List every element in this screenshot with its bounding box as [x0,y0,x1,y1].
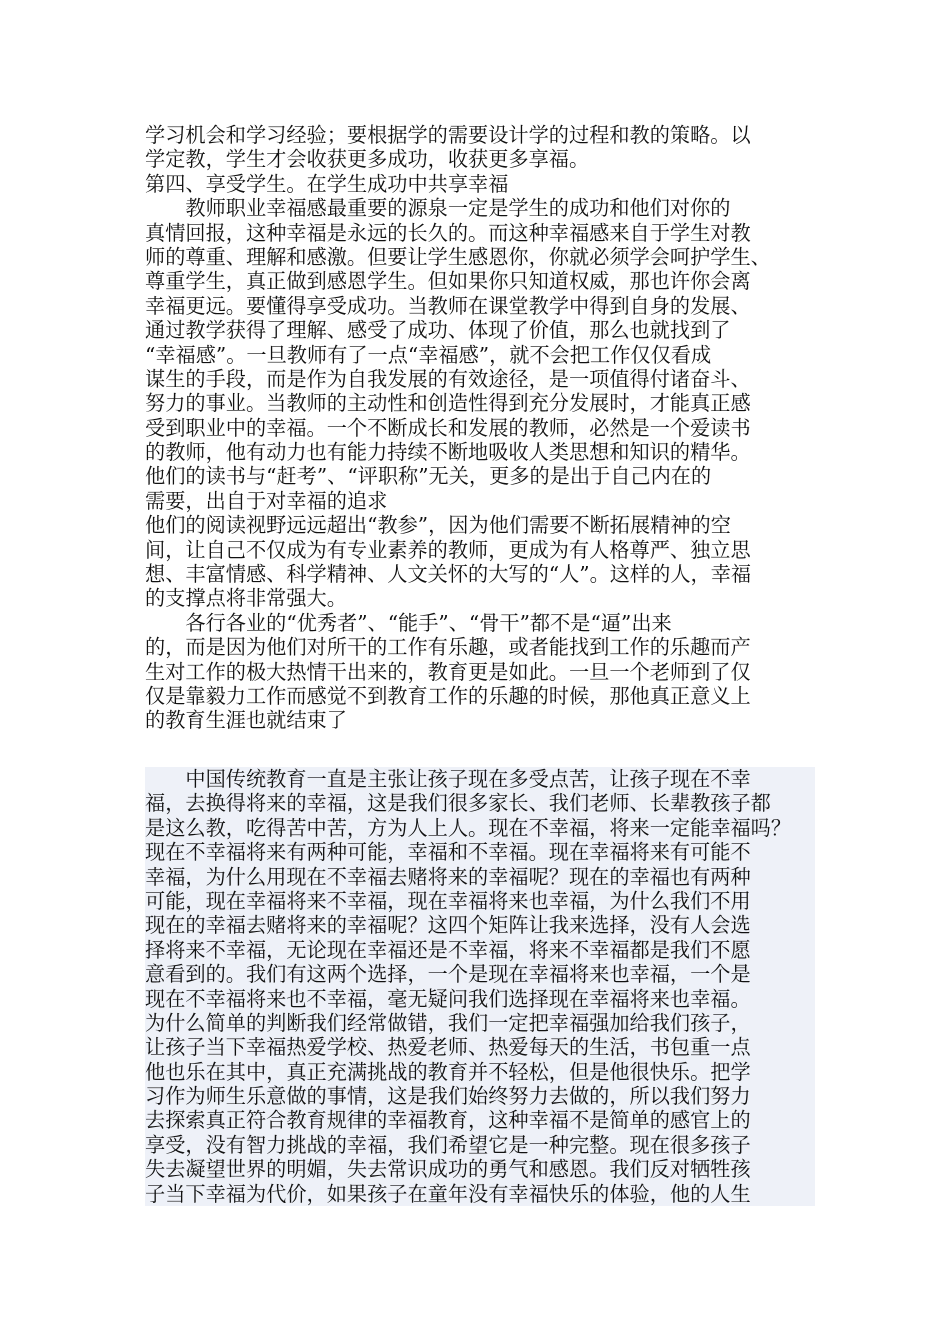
text-line: 教师职业幸福感最重要的源泉一定是学生的成功和他们对你的 [145,196,731,221]
text-line: 他们的读书与“赶考”、“评职称”无关，更多的是出于自己内在的 [145,464,712,489]
text-line: 想、丰富情感、科学精神、人文关怀的大写的“人”。这样的人，幸福 [145,562,752,587]
text-line: 幸福，为什么用现在不幸福去赌将来的幸福呢？现在的幸福也有两种 [145,865,815,889]
text-line: 真情回报，这种幸福是永远的长久的。而这种幸福感来自于学生对教 [145,220,751,245]
text-line: 他们的阅读视野远远超出“教参”，因为他们需要不断拓展精神的空 [145,513,731,538]
text-line: 的，而是因为他们对所干的工作有乐趣，或者能找到工作的乐趣而产 [145,635,751,660]
text-line: 现在不幸福将来有两种可能，幸福和不幸福。现在幸福将来有可能不 [145,840,815,864]
text-line: 学习机会和学习经验；要根据学的需要设计学的过程和教的策略。以 [145,123,751,147]
text-line: 的支撑点将非常强大。 [145,586,347,611]
text-line: 为什么简单的判断我们经常做错，我们一定把幸福强加给我们孩子， [145,1011,815,1035]
text-line: 让孩子当下幸福热爱学校、热爱老师、热爱每天的生活，书包重一点 [145,1035,815,1059]
text-line: 中国传统教育一直是主张让孩子现在多受点苦，让孩子现在不幸 [145,767,815,791]
text-line: 谋生的手段，而是作为自我发展的有效途径，是一项值得付诸奋斗、 [145,366,751,391]
text-line: 仅是靠毅力工作而感觉不到教育工作的乐趣的时候，那他真正意义上 [145,683,751,708]
text-line: 择将来不幸福，无论现在幸福还是不幸福，将来不幸福都是我们不愿 [145,938,815,962]
text-line: 的教师，他有动力也有能力持续不断地吸收人类思想和知识的精华。 [145,440,751,465]
text-line: 福，去换得将来的幸福，这是我们很多家长、我们老师、长辈教孩子都 [145,791,815,815]
text-line: 习作为师生乐意做的事情，这是我们始终努力去做的，所以我们努力 [145,1084,815,1108]
text-line: 意看到的。我们有这两个选择，一个是现在幸福将来也幸福，一个是 [145,962,815,986]
text-line: 去探索真正符合教育规律的幸福教育，这种幸福不是简单的感官上的 [145,1108,815,1132]
text-line: “幸福感”。一旦教师有了一点“幸福感”，就不会把工作仅仅看成 [145,342,712,367]
text-line: 是这么教，吃得苦中苦，方为人上人。现在不幸福，将来一定能幸福吗？ [145,816,815,840]
text-line: 子当下幸福为代价，如果孩子在童年没有幸福快乐的体验，他的人生 [145,1182,815,1206]
text-line: 他也乐在其中，真正充满挑战的教育并不轻松，但是他很快乐。把学 [145,1060,815,1084]
text-line: 通过教学获得了理解、感受了成功、体现了价值，那么也就找到了 [145,318,731,343]
text-line: 可能，现在幸福将来不幸福，现在幸福将来也幸福，为什么我们不用 [145,889,815,913]
text-line: 现在不幸福将来也不幸福，毫无疑问我们选择现在幸福将来也幸福。 [145,987,815,1011]
text-line: 生对工作的极大热情干出来的，教育更是如此。一旦一个老师到了仅 [145,659,751,684]
text-line: 师的尊重、理解和感激。但要让学生感恩你，你就必须学会呵护学生、 [145,244,771,269]
text-line: 努力的事业。当教师的主动性和创造性得到充分发展时，才能真正感 [145,391,751,416]
text-line: 幸福更远。要懂得享受成功。当教师在课堂教学中得到自身的发展、 [145,293,751,318]
text-line: 现在的幸福去赌将来的幸福呢？这四个矩阵让我来选择，没有人会选 [145,913,815,937]
text-line: 需要，出自于对幸福的追求 [145,488,388,513]
text-line: 间，让自己不仅成为有专业素养的教师，更成为有人格尊严、独立思 [145,537,751,562]
text-line: 尊重学生，真正做到感恩学生。但如果你只知道权威，那也许你会离 [145,269,751,294]
text-line: 的教育生涯也就结束了 [145,708,347,733]
text-line: 各行各业的“优秀者”、“能手”、“骨干”都不是“逼”出来 [145,610,672,635]
text-line: 受到职业中的幸福。一个不断成长和发展的教师，必然是一个爱读书 [145,415,751,440]
body-text-upper [145,123,815,733]
text-line: 享受，没有智力挑战的幸福，我们希望它是一种完整。现在很多孩子 [145,1133,815,1157]
text-line: 第四、享受学生。在学生成功中共享幸福 [145,171,509,196]
text-line: 失去凝望世界的明媚，失去常识成功的勇气和感恩。我们反对牺牲孩 [145,1157,815,1181]
text-line: 学定教，学生才会收获更多成功，收获更多享福。 [145,147,590,172]
body-text-lower-highlighted [145,767,815,1206]
